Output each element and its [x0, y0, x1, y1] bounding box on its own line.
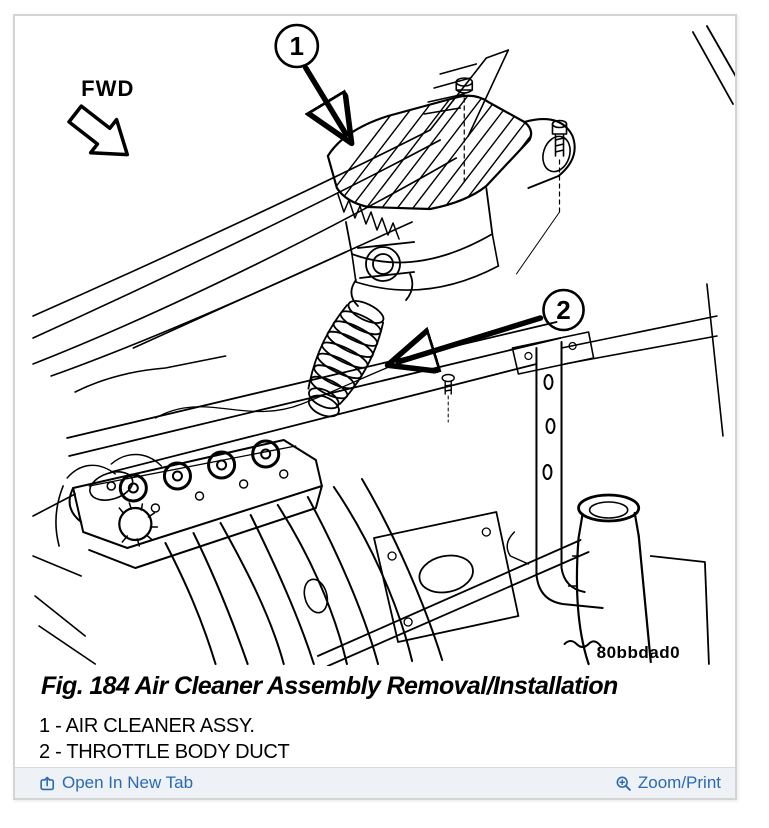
engine-diagram — [15, 16, 735, 666]
callout-2-number: 2 — [556, 295, 571, 325]
image-code-group — [565, 641, 681, 662]
throttle-body — [351, 242, 414, 306]
cowl-panel-lines — [33, 50, 508, 505]
engine-valve-cover — [67, 440, 322, 568]
intake-runners — [165, 479, 442, 664]
legend-item-2: 2 - THROTTLE BODY DUCT — [39, 741, 290, 763]
frame-plate — [301, 512, 589, 666]
figure-panel — [13, 14, 737, 800]
zoom-print-label: Zoom/Print — [637, 773, 721, 792]
zoom-print-link[interactable] — [615, 773, 721, 793]
engine-line-drawing — [15, 16, 735, 666]
open-in-new-tab-link[interactable] — [39, 773, 193, 793]
legend-item-1: 1 - AIR CLEANER ASSY. — [39, 715, 255, 737]
figure-caption: Fig. 184 Air Cleaner Assembly Removal/Installation — [41, 672, 618, 700]
support-channel — [507, 284, 723, 608]
callout-2 — [398, 290, 584, 362]
open-in-new-tab-label: Open In New Tab — [62, 773, 194, 792]
callout-1 — [276, 25, 346, 134]
figure-legend — [39, 713, 735, 765]
coolant-reservoir — [569, 495, 709, 664]
fwd-arrow-icon — [62, 97, 140, 171]
fwd-indicator — [62, 76, 140, 171]
figure-toolbar — [15, 767, 735, 798]
callout-1-number: 1 — [289, 31, 305, 61]
fender-edge-lines — [693, 26, 735, 104]
body-contour-lines — [33, 486, 95, 664]
fwd-label: FWD — [81, 76, 135, 101]
open-in-new-tab-icon — [39, 775, 56, 792]
image-code: 80bbdad0 — [596, 643, 681, 662]
throttle-body-duct — [298, 294, 392, 421]
air-cleaner-assembly — [306, 82, 585, 290]
small-bolt — [442, 375, 454, 423]
lid-rib-lines — [306, 82, 585, 250]
magnifier-plus-icon — [615, 775, 632, 792]
